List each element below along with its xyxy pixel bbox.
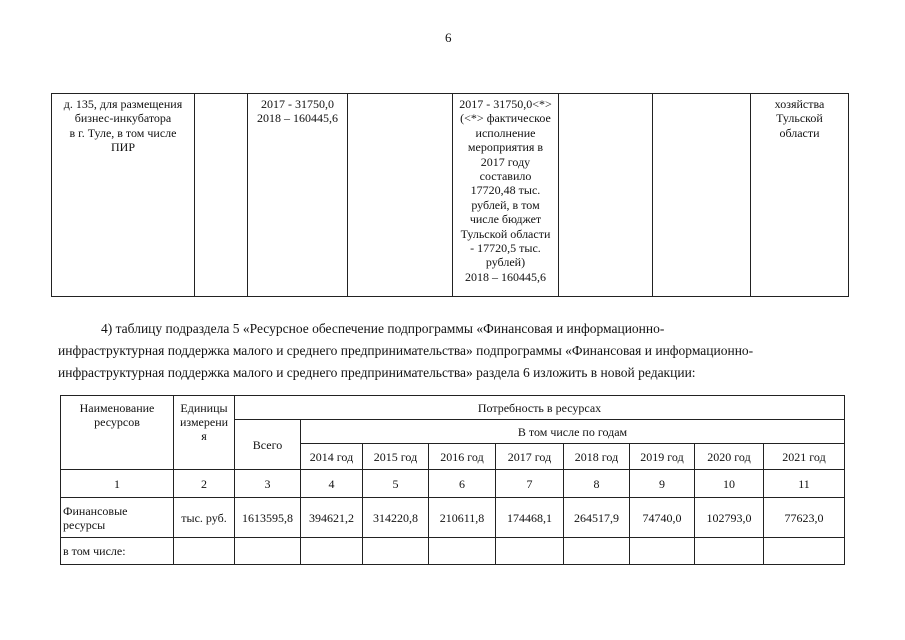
empty-cell xyxy=(429,538,496,565)
empty-cell xyxy=(363,538,429,565)
empty-cell xyxy=(764,538,845,565)
header-resource-need: Потребность в ресурсах xyxy=(235,396,845,420)
text-line: - 17720,5 тыс. xyxy=(470,241,541,256)
text-line: Тульской области xyxy=(460,226,551,241)
value-cell: 210611,8 xyxy=(429,498,496,538)
empty-cell xyxy=(235,538,301,565)
column-number: 8 xyxy=(564,470,630,498)
value-cell: 102793,0 xyxy=(695,498,764,538)
empty-cell xyxy=(559,94,653,297)
text-line: исполнение xyxy=(475,125,536,140)
instruction-paragraph xyxy=(58,318,848,384)
text-line: составило xyxy=(479,169,532,184)
text-line: хозяйства xyxy=(774,97,825,111)
column-number-row xyxy=(61,470,845,498)
column-number: 1 xyxy=(61,470,174,498)
value-cell: 174468,1 xyxy=(496,498,564,538)
text-line: 2017 - 31750,0<*> xyxy=(459,97,552,111)
text-line: в г. Туле, в том числе xyxy=(69,125,177,140)
object-description-cell xyxy=(52,94,195,297)
header-year: 2021 год xyxy=(764,444,845,470)
funding-plan-cell xyxy=(248,94,348,297)
header-year: 2016 год xyxy=(429,444,496,470)
header-text: Единицы xyxy=(180,401,228,415)
value-cell: 264517,9 xyxy=(564,498,630,538)
paragraph-line: инфраструктурная поддержка малого и среднего предпринимательства» подпрограммы «Финансовая и информационно- xyxy=(58,343,754,358)
empty-cell xyxy=(695,538,764,565)
header-text: ресурсов xyxy=(94,415,140,429)
empty-cell xyxy=(653,94,751,297)
header-year: 2014 год xyxy=(301,444,363,470)
header-total: Всего xyxy=(235,420,301,470)
funding-actual-cell xyxy=(453,94,559,297)
column-number: 7 xyxy=(496,470,564,498)
text-line: рублей) xyxy=(485,255,526,270)
text-line: области xyxy=(779,125,820,140)
text-line: бизнес-инкубатора xyxy=(74,111,172,126)
value-cell: 74740,0 xyxy=(630,498,695,538)
header-year: 2017 год xyxy=(496,444,564,470)
value-cell: 314220,8 xyxy=(363,498,429,538)
text-line: (<*> фактическое xyxy=(460,111,551,126)
text-line: мероприятия в xyxy=(467,140,544,155)
row-label-text: Финансовые xyxy=(63,503,128,518)
empty-cell xyxy=(348,94,453,297)
table-row xyxy=(52,94,849,297)
value-cell: 394621,2 xyxy=(301,498,363,538)
text-line: числе бюджет xyxy=(469,212,542,227)
empty-cell xyxy=(496,538,564,565)
header-resource-name xyxy=(61,396,174,470)
table-row xyxy=(61,498,845,538)
empty-cell xyxy=(174,538,235,565)
paragraph-line: инфраструктурная поддержка малого и среднего предпринимательства» раздела 6 изложить в новой редакции: xyxy=(58,365,696,380)
header-text: я xyxy=(201,429,207,443)
paragraph-line: 4) таблицу подраздела 5 «Ресурсное обеспечение подпрограммы «Финансовая и информационно- xyxy=(101,321,665,336)
header-year: 2020 год xyxy=(695,444,764,470)
row-label-financial xyxy=(61,498,174,538)
empty-cell xyxy=(564,538,630,565)
column-number: 10 xyxy=(695,470,764,498)
header-text: Наименование xyxy=(79,401,155,415)
resources-table xyxy=(60,395,845,565)
header-units xyxy=(174,396,235,470)
text-line: 2018 – 160445,6 xyxy=(257,111,338,126)
column-number: 9 xyxy=(630,470,695,498)
executor-cell xyxy=(751,94,849,297)
value-cell: 1613595,8 xyxy=(235,498,301,538)
text-line: 2018 – 160445,6 xyxy=(465,269,546,284)
column-number: 3 xyxy=(235,470,301,498)
empty-cell xyxy=(301,538,363,565)
column-number: 11 xyxy=(764,470,845,498)
row-label-text: ресурсы xyxy=(63,517,106,532)
header-year: 2015 год xyxy=(363,444,429,470)
column-number: 4 xyxy=(301,470,363,498)
column-number: 2 xyxy=(174,470,235,498)
text-line: 2017 году xyxy=(480,154,531,169)
text-line: 2017 - 31750,0 xyxy=(261,97,334,111)
column-number: 5 xyxy=(363,470,429,498)
header-year: 2018 год xyxy=(564,444,630,470)
empty-cell xyxy=(195,94,248,297)
row-label-including: в том числе: xyxy=(61,538,174,565)
text-line: рублей, в том xyxy=(471,197,540,212)
header-text: измерени xyxy=(179,415,229,429)
header-year: 2019 год xyxy=(630,444,695,470)
header-by-years: В том числе по годам xyxy=(301,420,845,444)
unit-cell: тыс. руб. xyxy=(174,498,235,538)
value-cell: 77623,0 xyxy=(764,498,845,538)
text-line: ПИР xyxy=(110,140,135,155)
continuation-table xyxy=(51,93,849,297)
table-row xyxy=(61,538,845,565)
text-line: 17720,48 тыс. xyxy=(470,183,541,198)
column-number: 6 xyxy=(429,470,496,498)
text-line: Тульской xyxy=(776,111,823,126)
table-header-row xyxy=(61,396,845,420)
text-line: д. 135, для размещения xyxy=(63,97,183,111)
page-number: 6 xyxy=(445,30,452,45)
empty-cell xyxy=(630,538,695,565)
